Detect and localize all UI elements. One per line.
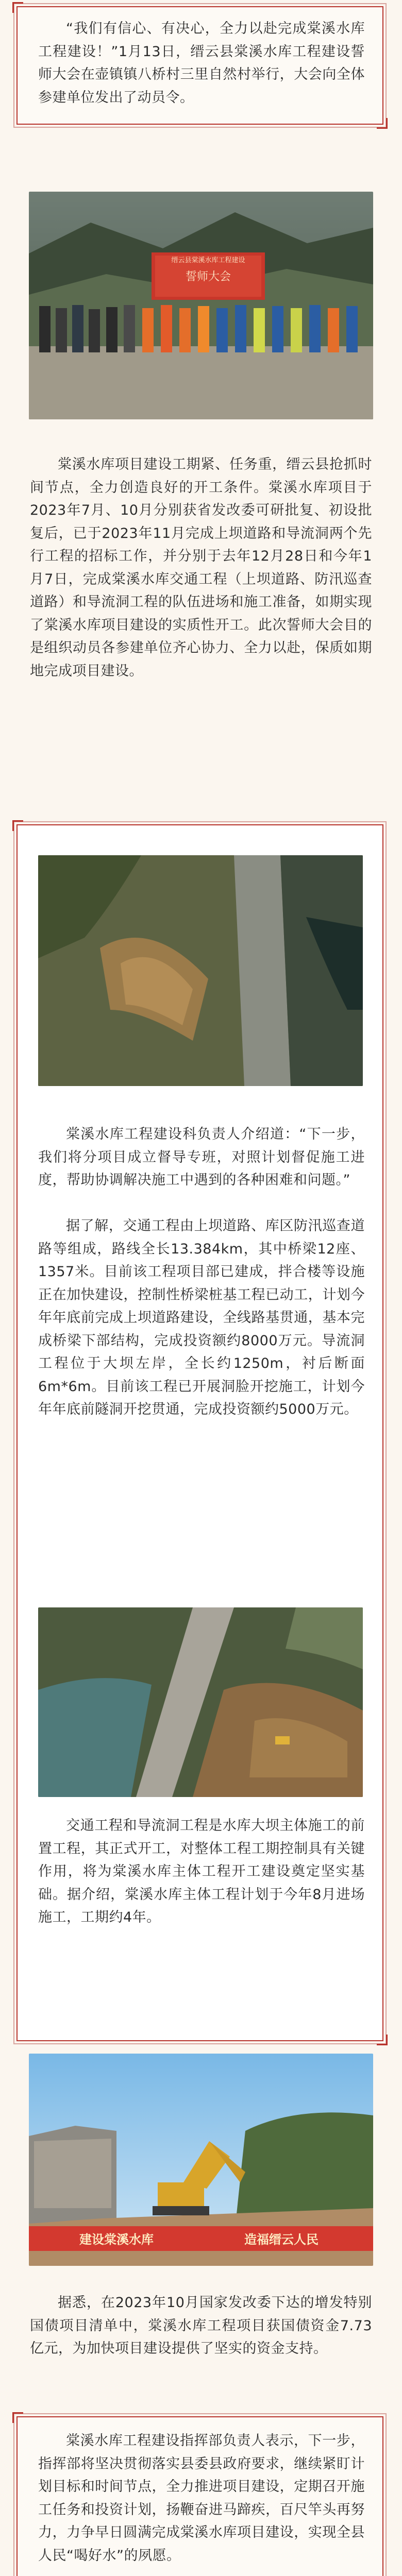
traffic-project-paragraph: 据了解，交通工程由上坝道路、库区防汛巡查道路等组成，路线全长13.384km，其中桥梁12座、1357米。目前该工程项目部已建成，拌合楼等设施正在加快建设，控制性桥梁桩基工程已动工，计划今年年底前完成上坝道路建设，全线路基贯通，基本完成桥梁下部结构，完成投资额约8000万元。导流洞工程位于大坝左岸，全长约1250m，衬后断面6m*6m。目前该工程已开展洞脸开挖施工，计划今年年底前隧洞开挖贯通，完成投资额约5000万元。 [38,1218,365,1417]
schedule-paragraph: 棠溪水库项目建设工期紧、任务重，缙云县抢抓时间节点，全力创造良好的开工条件。棠溪水库项目于2023年7月、10月分别获省发改委可研批复、初设批复后，已于2023年11月完成上坝道路和导流洞两个先行工程的招标工作，并分别于去年12月28日和今年1月7日，完成棠溪水库交通工程（上坝道路、防汛巡查道路）和导流洞工程的队伍进场和施工准备，如期实现了棠溪水库项目建设的实质性开工。此次誓师大会目的是组织动员各参建单位齐心协力、全力以赴，保质如期地完成项目建设。 [30,456,372,679]
outlook-paragraph: 棠溪水库工程建设指挥部负责人表示，下一步，指挥部将坚决贯彻落实县委县政府要求，继续紧盯计划目标和时间节点，全力推进项目建设，定期召开施工任务和投资计划，扬鞭奋进马蹄疾，百尺竿头再努力，力争早日圆满完成棠溪水库项目建设，实现全县人民“喝好水”的夙愿。 [38,2433,365,2564]
rally-banner-line1: 缙云县棠溪水库工程建设 [171,257,245,264]
excavator-banner-right: 造福缙云人民 [244,2232,319,2247]
department-quote-paragraph: 棠溪水库工程建设科负责人介绍道：“下一步，我们将分项目成立督导专班，对照计划督促施工进度，帮助协调解决施工中遇到的各种困难和问题。” [38,1126,365,1188]
rally-photo [29,192,373,419]
excavator-photo [29,2054,373,2266]
intro-paragraph: “我们有信心、有决心，全力以赴完成棠溪水库工程建设！”1月13日，缙云县棠溪水库工程建设誓师大会在壶镇镇八桥村三里自然村举行，大会向全体参建单位发出了动员令。 [38,21,365,106]
rally-banner-line2: 誓师大会 [185,270,231,283]
construction-site-photo [38,1607,363,1797]
excavator-banner-left: 建设棠溪水库 [79,2232,154,2247]
timeline-paragraph: 交通工程和导流洞工程是水库大坝主体施工的前置工程，其正式开工，对整体工程工期控制具有关键作用，将为棠溪水库主体工程开工建设奠定坚实基础。据介绍，棠溪水库主体工程计划于今年8月进场施工，工期约4年。 [38,1818,365,1925]
aerial-road-photo [38,855,363,1086]
funding-paragraph: 据悉，在2023年10月国家发改委下达的增发特别国债项目清单中，棠溪水库工程项目获国债资金7.73亿元，为加快项目建设提供了坚实的资金支持。 [30,2295,372,2357]
